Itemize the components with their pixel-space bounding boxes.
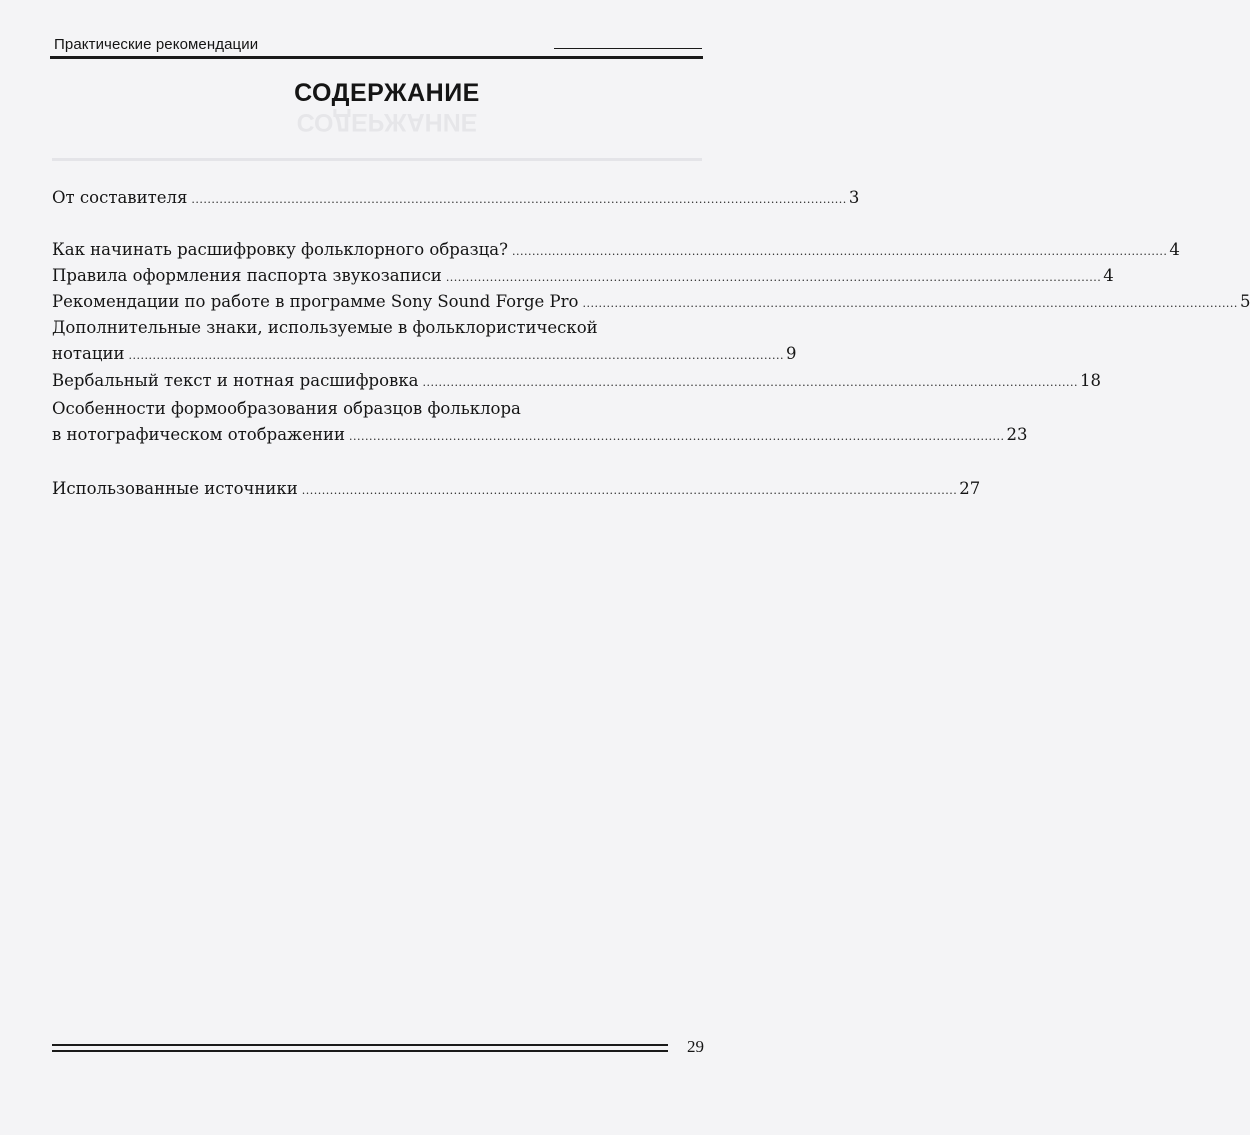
toc-leader: .................................................................................................................................................................... [445, 271, 1102, 284]
toc-entry-page: 9 [785, 344, 797, 363]
toc-entry-title: Вербальный текст и нотная расшифровка [52, 371, 419, 390]
toc-entry [52, 240, 1180, 259]
toc-leader: .................................................................................................................................................................... [128, 349, 784, 362]
running-header: Практические рекомендации [54, 36, 259, 53]
toc-entry-page: 4 [1169, 240, 1180, 259]
toc-entry-page: 23 [1006, 425, 1028, 444]
footer-rule [52, 1044, 668, 1046]
toc-entry-page: 4 [1103, 266, 1114, 285]
toc-leader: .................................................................................................................................................................... [582, 297, 1238, 310]
toc-entry-title-line2: нотации [52, 344, 125, 363]
toc-entry [52, 371, 1101, 390]
toc-entry-title: Рекомендации по работе в программе Sony Sound Forge Pro [52, 292, 579, 311]
toc-leader: .................................................................................................................................................................... [511, 245, 1168, 258]
toc-leader: .................................................................................................................................................................... [349, 430, 1005, 443]
toc-entry-title: Правила оформления паспорта звукозаписи [52, 266, 442, 285]
header-rule [50, 56, 703, 59]
toc-entry [52, 188, 860, 207]
toc-entry [52, 344, 797, 363]
toc-entry-page: 3 [848, 188, 860, 207]
toc-leader: .................................................................................................................................................................... [191, 193, 847, 206]
toc-entry-title: Использованные источники [52, 479, 298, 498]
title-bleed-through: СОДЕРЖАНИЕ [296, 108, 478, 136]
toc-entry-page: 18 [1079, 371, 1101, 390]
page-title: СОДЕРЖАНИЕ [294, 79, 480, 107]
toc-entry [52, 266, 1114, 285]
page-number: 29 [687, 1037, 704, 1056]
toc-entry-title: От составителя [52, 188, 188, 207]
header-rule-short [554, 48, 702, 49]
toc-entry-page: 27 [959, 479, 981, 498]
toc-entry-title-line1: Дополнительные знаки, используемые в фольклористической [52, 318, 598, 337]
toc-entry-title: Как начинать расшифровку фольклорного образца? [52, 240, 508, 259]
bleed-through-line [52, 158, 702, 161]
toc-entry-title-line1: Особенности формообразования образцов фольклора [52, 399, 521, 418]
toc-leader: .................................................................................................................................................................... [422, 376, 1078, 389]
toc-entry-title-line2: в нотографическом отображении [52, 425, 345, 444]
toc-entry [52, 479, 981, 498]
toc-entry [52, 292, 1250, 311]
toc-leader: .................................................................................................................................................................... [301, 484, 958, 497]
toc-entry [52, 425, 1028, 444]
toc-entry-page: 5 [1239, 292, 1250, 311]
footer-rule [52, 1050, 668, 1052]
